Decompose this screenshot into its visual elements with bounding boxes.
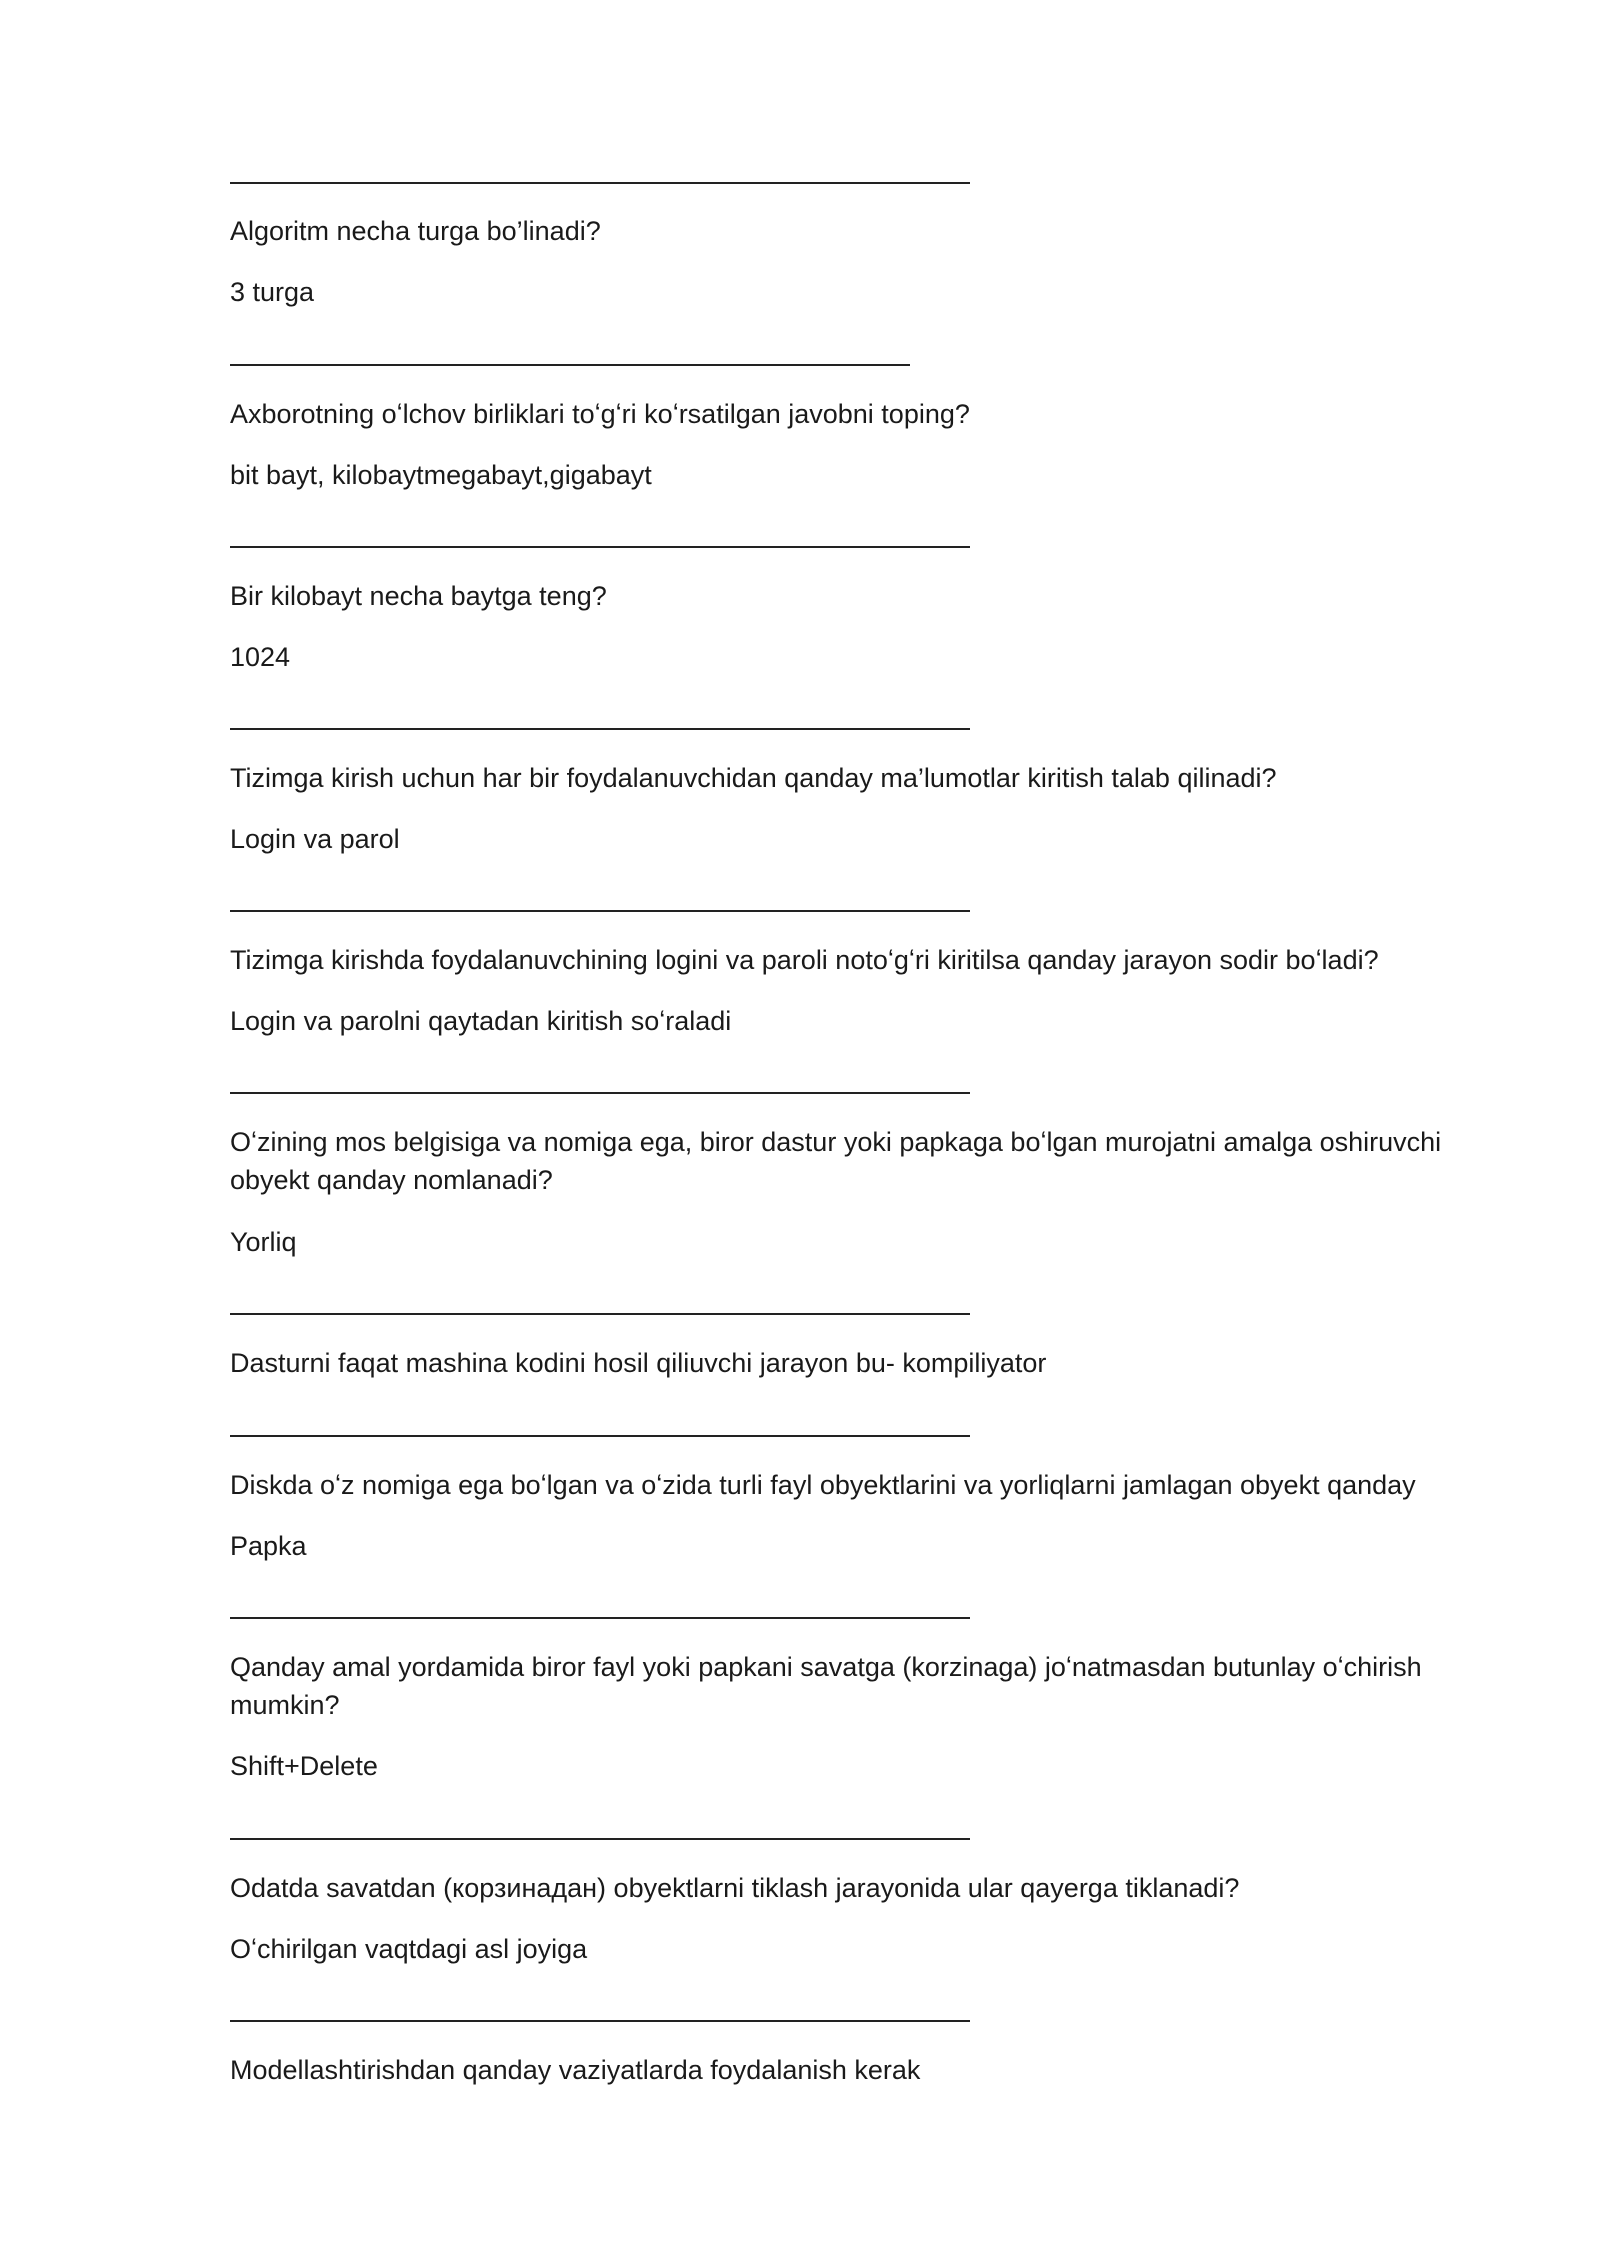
separator-line: [230, 2020, 970, 2022]
question-text: Diskda oʻz nomiga ega boʻlgan va oʻzida turli fayl obyektlarini va yorliqlarni jamlagan obyekt qanday: [230, 1470, 1416, 1500]
question-text: Tizimga kirishda foydalanuvchining logini va paroli notoʻgʻri kiritilsa qanday jarayon sodir boʻladi?: [230, 945, 1379, 975]
question-text: Bir kilobayt necha baytga teng?: [230, 581, 607, 611]
separator-line: [230, 546, 970, 548]
question-text: Odatda savatdan (корзинадан) obyektlarni tiklash jarayonida ular qayerga tiklanadi?: [230, 1873, 1240, 1903]
separator-line: [230, 1617, 970, 1619]
answer-text: Login va parol: [230, 824, 400, 854]
separator-line: [230, 728, 970, 730]
separator-line: [230, 1313, 970, 1315]
answer-text: Oʻchirilgan vaqtdagi asl joyiga: [230, 1934, 588, 1964]
separator-line: [230, 1838, 970, 1840]
separator-line: [230, 1092, 970, 1094]
separator-line: [230, 182, 970, 184]
answer-text: 1024: [230, 642, 291, 672]
answer-text: 3 turga: [230, 277, 315, 307]
answer-text: Yorliq: [230, 1227, 297, 1257]
answer-text: Shift+Delete: [230, 1751, 378, 1781]
question-text: Modellashtirishdan qanday vaziyatlarda foydalanish kerak: [230, 2055, 921, 2085]
question-text: Axborotning oʻlchov birliklari toʻgʻri koʻrsatilgan javobni toping?: [230, 399, 970, 429]
separator-line: [230, 910, 970, 912]
question-text: Oʻzining mos belgisiga va nomiga ega, biror dastur yoki papkaga boʻlgan murojatni amalga oshiruvchi obyekt qanday nomlanadi?: [230, 1127, 1442, 1195]
question-text: Qanday amal yordamida biror fayl yoki papkani savatga (korzinaga) joʻnatmasdan butunlay oʻchirish mumkin?: [230, 1652, 1422, 1720]
question-text: Algoritm necha turga bo’linadi?: [230, 216, 601, 246]
separator-line: [230, 1435, 970, 1437]
answer-text: Papka: [230, 1531, 307, 1561]
question-text: Dasturni faqat mashina kodini hosil qiliuvchi jarayon bu- kompiliyator: [230, 1348, 1047, 1378]
question-text: Tizimga kirish uchun har bir foydalanuvchidan qanday ma’lumotlar kiritish talab qilinadi?: [230, 763, 1277, 793]
answer-text: Login va parolni qaytadan kiritish soʻraladi: [230, 1006, 732, 1036]
separator-line: [230, 364, 910, 366]
answer-text: bit bayt, kilobaytmegabayt,gigabayt: [230, 460, 652, 490]
